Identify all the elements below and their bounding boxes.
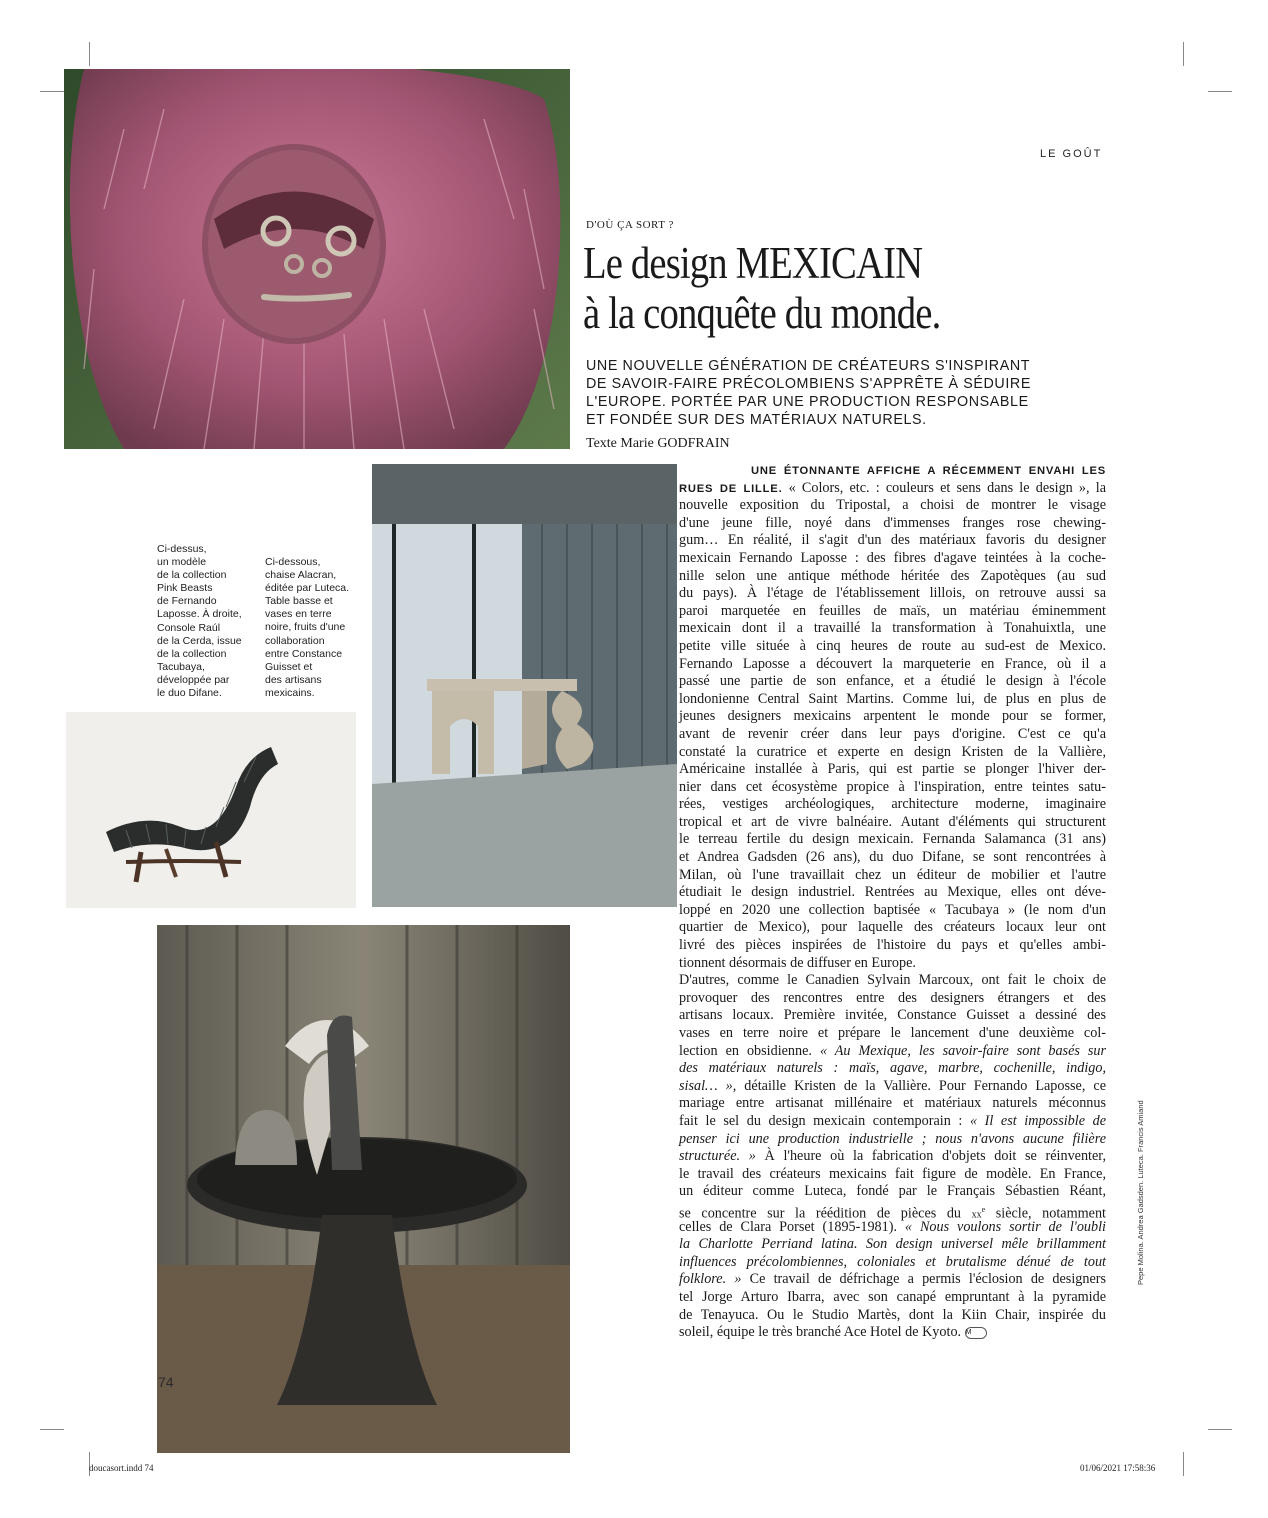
body-line: D'autres, comme le Canadien Sylvain Marcoux, ont fait le choix de	[679, 972, 1106, 989]
article-body	[679, 462, 1106, 1342]
body-line: le terreau fertile du design mexicain. Fernanda Salamanca (31 ans)	[679, 831, 1106, 848]
body-text: « Colors, etc. : couleurs et sens dans le design », la	[782, 479, 1106, 496]
caption-line: chaise Alacran,	[265, 569, 337, 582]
body-line	[679, 1219, 1106, 1237]
body-line: vases en terre noire et prépare le lancement d'une deuxième col-	[679, 1025, 1106, 1041]
body-line: passé une partie de son enfance, et a étudié le design à l'école	[679, 673, 1106, 690]
crop-mark	[1183, 42, 1184, 66]
body-line: mariage entre artisanat millénaire et matériaux naturels méconnus	[679, 1095, 1106, 1112]
body-line	[679, 1060, 1106, 1078]
caption-line: mexicains.	[265, 686, 315, 699]
body-line	[679, 1113, 1106, 1131]
body-text: détaille Kristen de la Vallière. Pour Fernando Laposse, ce	[736, 1077, 1106, 1094]
crop-mark	[89, 42, 90, 66]
lead-in: UNE ÉTONNANTE AFFICHE A RÉCEMMENT ENVAHI LES	[751, 465, 1106, 477]
body-line: de Tenayuca. Ou le Studio Martès, dont la Kiin Chair, inspirée du	[679, 1306, 1106, 1323]
standfirst-line: UNE NOUVELLE GÉNÉRATION DE CRÉATEURS S'INSPIRANT	[586, 358, 1031, 374]
article-kicker: D'OÙ ÇA SORT ?	[586, 219, 674, 231]
caption-line: Ci-dessus,	[157, 543, 207, 555]
body-text: Ce travail de défrichage a permis l'éclosion de designers	[741, 1271, 1106, 1288]
body-line: livré des pièces inspirées de l'histoire du pays et qu'elles ambi-	[679, 937, 1106, 954]
quote: « Au Mexique, les savoir-faire sont basés sur	[811, 1042, 1107, 1059]
quote: « Nous voulons sortir de l'oubli	[897, 1218, 1106, 1235]
body-text: À l'heure où la fabrication d'objets doit se réinventer,	[755, 1148, 1106, 1165]
body-line: londonienne Central Saint Martins. Comme lui, de plus en plus de	[679, 690, 1106, 707]
body-line: et Andrea Gadsden (26 ans), du duo Difane, se sont rencontrées à	[679, 849, 1106, 866]
body-line: du pays). À l'étage de l'établissement lillois, on retrouve aussi sa	[679, 585, 1106, 602]
body-line: nille selon une antique méthode héritée des Zapotèques (au sud	[679, 567, 1106, 584]
quote: sisal… »,	[679, 1077, 737, 1094]
body-line	[679, 1254, 1106, 1272]
body-line: tel Jorge Arturo Ibarra, avec son canapé empruntant à la pyramide	[679, 1288, 1106, 1305]
body-line: avant de revenir créer dans leur pays d'origine. C'est ce qu'a	[679, 725, 1106, 742]
body-line: mexicain dont il a travaillé la transformation à Tonahuixtla, une	[679, 620, 1106, 637]
body-line	[679, 480, 1106, 498]
caption-right	[265, 556, 349, 700]
crop-mark	[1183, 1452, 1184, 1476]
body-line: tionnent désormais de diffuser en Europe.	[679, 954, 916, 971]
caption-line: un modèle	[157, 556, 207, 569]
caption-line: des artisans	[265, 673, 322, 686]
body-line: paroi marquetée en feuilles de maïs, un matériau éminemment	[679, 602, 1106, 619]
body-line: artisans locaux. Première invitée, Constance Guisset a dessiné des	[679, 1007, 1106, 1024]
caption-line: vases en terre	[265, 608, 332, 621]
caption-line: Ci-dessous,	[265, 556, 321, 568]
photo-credit-text: Pepe Molina. Andrea Gadsden. Luteca. Francis Amiand	[1136, 1100, 1145, 1285]
caption-line: Tacubaya,	[157, 660, 205, 673]
body-line: nouvelle exposition du Tripostal, a choisi de montrer le visage	[679, 497, 1106, 514]
article-title	[583, 238, 940, 338]
body-line	[679, 1043, 1106, 1061]
photo-console-raul-de-la-cerda	[372, 464, 677, 907]
quote: folklore. »	[679, 1271, 742, 1288]
quote: « Il est impossible de	[962, 1112, 1106, 1129]
body-line	[679, 1201, 1106, 1222]
photo-table-basse-vases	[157, 925, 570, 1453]
article-byline: Texte Marie GODFRAIN	[586, 436, 730, 451]
crop-mark	[1208, 91, 1232, 92]
century-sup: e	[981, 1204, 986, 1214]
body-text: lection en obsidienne.	[679, 1042, 812, 1059]
caption-left	[157, 543, 242, 700]
quote: influences précolombiennes, coloniales et brutalisme dénué de tout	[679, 1253, 1106, 1270]
body-line: nier dans cet écosystème propice à l'inspiration, entre teintes satu-	[679, 778, 1106, 795]
photo-credit	[1136, 1100, 1150, 1285]
standfirst-line: L'EUROPE. PORTÉE PAR UNE PRODUCTION RESPONSABLE	[586, 394, 1029, 410]
caption-line: noire, fruits d'une	[265, 621, 346, 634]
body-line: Fernando Laposse a découvert la marqueterie en France, où il a	[679, 655, 1106, 672]
title-line: à la conquête du monde.	[583, 288, 941, 338]
body-line: petite ville située à cinq heures de route au sud-est de Mexico.	[679, 637, 1106, 654]
body-line	[679, 1271, 1106, 1289]
slug-file: doucasort.indd 74	[89, 1463, 154, 1473]
quote: structurée. »	[679, 1148, 756, 1165]
caption-line: Console Raúl	[157, 621, 221, 634]
caption-line: Pink Beasts	[157, 582, 213, 595]
caption-line: développée par	[157, 673, 230, 686]
section-label: LE GOÛT	[1040, 148, 1103, 160]
title-line: Le design MEXICAIN	[583, 238, 923, 288]
body-line: rées, vestiges archéologiques, architecture moderne, imaginaire	[679, 796, 1106, 813]
body-line	[679, 1131, 1106, 1149]
body-line: le travail des créateurs mexicains fait figure de modèle. En France,	[679, 1165, 1106, 1182]
body-line: d'une jeune fille, noyé dans d'immenses franges rose chewing-	[679, 514, 1106, 531]
article-standfirst	[586, 357, 1106, 429]
caption-line: entre Constance	[265, 647, 343, 660]
body-line: quartier de Mexico), pour laquelle des créateurs locaux leur ont	[679, 919, 1106, 936]
body-line	[679, 1324, 1106, 1342]
caption-line: Table basse et	[265, 595, 333, 608]
crop-mark	[40, 91, 64, 92]
standfirst-line: ET FONDÉE SUR DES MATÉRIAUX NATURELS.	[586, 412, 927, 428]
body-line: Américaine installée à Paris, qui est partie se plonger l'hiver der-	[679, 761, 1106, 778]
caption-line: Guisset et	[265, 660, 313, 673]
body-text: siècle, notamment	[985, 1205, 1106, 1222]
body-line	[679, 462, 1106, 480]
body-line	[679, 1148, 1106, 1166]
quote: penser ici une production industrielle ; nous n'avons aucune filière	[679, 1130, 1106, 1147]
lead-in: RUES DE LILLE.	[679, 482, 783, 495]
photo-chaise-alacran	[66, 712, 356, 908]
body-text: fait le sel du design mexicain contemporain :	[679, 1112, 963, 1129]
body-line: loppé en 2020 une collection baptisée « Tacubaya » (le nom d'un	[679, 901, 1106, 918]
crop-mark	[40, 1429, 64, 1430]
body-line: jeunes designers mexicains arpentent le monde pour se former,	[679, 708, 1106, 725]
standfirst-line: DE SAVOIR-FAIRE PRÉCOLOMBIENS S'APPRÊTE À SÉDUIRE	[586, 376, 1031, 392]
quote: des matériaux naturels : maïs, agave, marbre, cochenille, indigo,	[679, 1060, 1106, 1077]
body-line: gum… En réalité, il s'agit d'un des matériaux favoris du designer	[679, 532, 1106, 549]
body-line: constaté la curatrice et experte en design Kristen de la Vallière,	[679, 743, 1106, 760]
caption-line: de la Cerda, issue	[157, 634, 242, 647]
body-text: se concentre sur la réédition de pièces du	[679, 1205, 972, 1222]
caption-line: collaboration	[265, 634, 325, 647]
slug-datetime: 01/06/2021 17:58:36	[1080, 1463, 1156, 1473]
body-text: soleil, équipe le très branché Ace Hotel de Kyoto.	[679, 1324, 962, 1341]
body-text: celles de Clara Porset (1895-1981).	[679, 1218, 898, 1235]
crop-mark	[1208, 1429, 1232, 1430]
caption-line: de la collection	[157, 569, 227, 582]
page-number: 74	[158, 1374, 174, 1390]
quote: la Charlotte Perriand latina. Son design universel mêle brillamment	[679, 1236, 1106, 1253]
hero-photo-pink-beast	[64, 69, 570, 449]
body-line	[679, 1236, 1106, 1254]
century-smallcaps: xx	[971, 1209, 982, 1221]
body-line: Milan, où l'une travaillait chez un éditeur de mobilier et l'autre	[679, 866, 1106, 883]
caption-line: Laposse. À droite,	[157, 608, 242, 621]
body-line: provoquer des rencontres entre des designers étrangers et des	[679, 989, 1106, 1006]
caption-line: le duo Difane.	[157, 687, 222, 700]
body-line: mexicain Fernando Laposse : des fibres d'agave teintées à la coche-	[679, 549, 1106, 566]
caption-line: éditée par Luteca.	[265, 582, 350, 595]
body-line: un éditeur comme Luteca, fondé par le Français Sébastien Réant,	[679, 1183, 1106, 1200]
body-line	[679, 1078, 1106, 1096]
caption-line: de la collection	[157, 647, 227, 660]
caption-line: de Fernando	[157, 595, 217, 608]
body-line: tropical et art de vivre balnéaire. Autant d'éléments qui structurent	[679, 813, 1106, 830]
body-line: étudiait le design industriel. Rentrées au Mexique, elles ont déve-	[679, 884, 1106, 901]
end-mark-icon: M	[965, 1327, 987, 1339]
